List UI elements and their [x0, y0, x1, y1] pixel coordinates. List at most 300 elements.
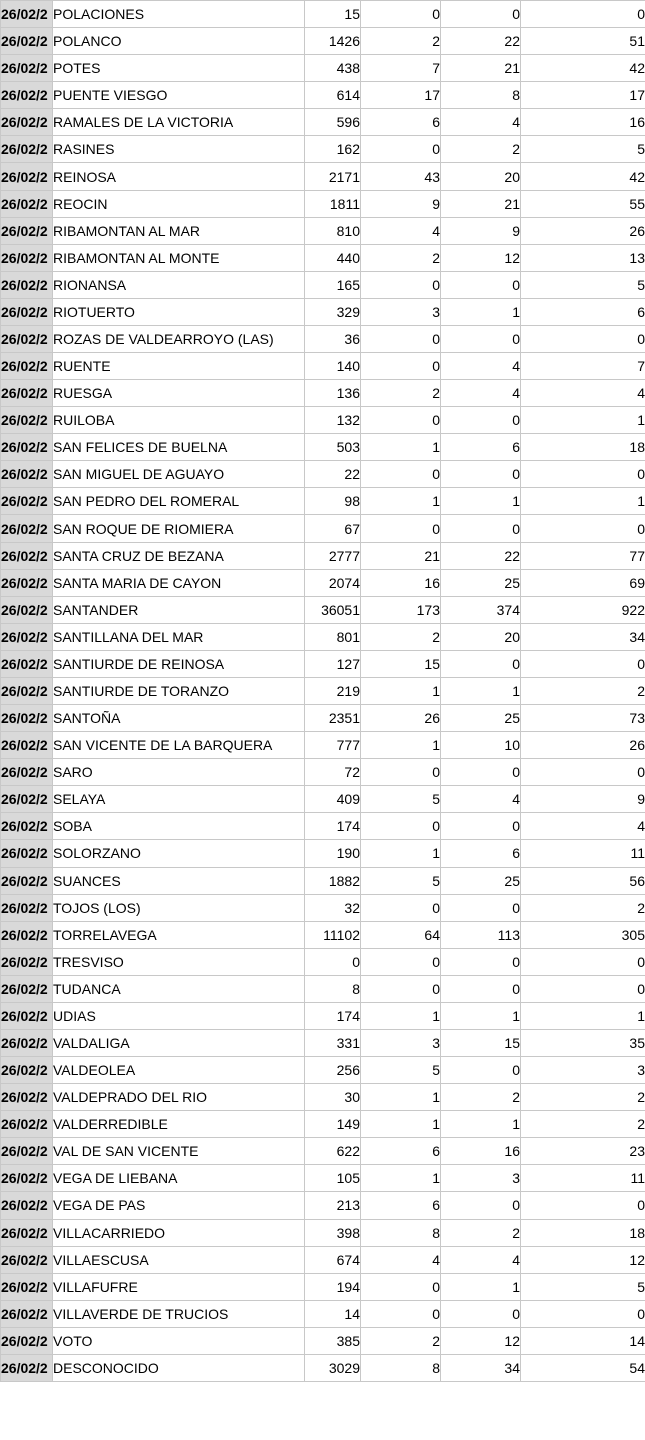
value-cell-1[interactable]: 30: [305, 1084, 361, 1111]
value-cell-4[interactable]: 5: [521, 271, 645, 298]
municipality-cell[interactable]: SANTANDER: [53, 596, 305, 623]
municipality-cell[interactable]: VEGA DE PAS: [53, 1192, 305, 1219]
value-cell-3[interactable]: 4: [441, 786, 521, 813]
value-cell-2[interactable]: 1: [361, 1002, 441, 1029]
value-cell-2[interactable]: 0: [361, 813, 441, 840]
value-cell-2[interactable]: 0: [361, 325, 441, 352]
value-cell-1[interactable]: 149: [305, 1111, 361, 1138]
date-cell[interactable]: 26/02/2: [1, 1327, 53, 1354]
value-cell-2[interactable]: 0: [361, 461, 441, 488]
municipality-cell[interactable]: SANTIURDE DE TORANZO: [53, 677, 305, 704]
value-cell-3[interactable]: 0: [441, 948, 521, 975]
date-cell[interactable]: 26/02/2: [1, 380, 53, 407]
date-cell[interactable]: 26/02/2: [1, 55, 53, 82]
value-cell-4[interactable]: 0: [521, 650, 645, 677]
value-cell-2[interactable]: 1: [361, 840, 441, 867]
date-cell[interactable]: 26/02/2: [1, 867, 53, 894]
municipality-cell[interactable]: SOBA: [53, 813, 305, 840]
date-cell[interactable]: 26/02/2: [1, 1111, 53, 1138]
value-cell-3[interactable]: 2: [441, 1219, 521, 1246]
value-cell-1[interactable]: 503: [305, 434, 361, 461]
value-cell-4[interactable]: 51: [521, 28, 645, 55]
value-cell-3[interactable]: 4: [441, 380, 521, 407]
date-cell[interactable]: 26/02/2: [1, 542, 53, 569]
municipality-cell[interactable]: SANTA MARIA DE CAYON: [53, 569, 305, 596]
value-cell-4[interactable]: 42: [521, 55, 645, 82]
municipality-cell[interactable]: SANTILLANA DEL MAR: [53, 623, 305, 650]
value-cell-1[interactable]: 174: [305, 1002, 361, 1029]
value-cell-3[interactable]: 9: [441, 217, 521, 244]
value-cell-2[interactable]: 16: [361, 569, 441, 596]
value-cell-4[interactable]: 4: [521, 380, 645, 407]
value-cell-4[interactable]: 7: [521, 353, 645, 380]
value-cell-1[interactable]: 213: [305, 1192, 361, 1219]
date-cell[interactable]: 26/02/2: [1, 325, 53, 352]
value-cell-1[interactable]: 614: [305, 82, 361, 109]
value-cell-1[interactable]: 174: [305, 813, 361, 840]
value-cell-1[interactable]: 329: [305, 298, 361, 325]
municipality-cell[interactable]: TRESVISO: [53, 948, 305, 975]
value-cell-2[interactable]: 5: [361, 867, 441, 894]
value-cell-2[interactable]: 2: [361, 244, 441, 271]
value-cell-4[interactable]: 0: [521, 325, 645, 352]
date-cell[interactable]: 26/02/2: [1, 109, 53, 136]
date-cell[interactable]: 26/02/2: [1, 1192, 53, 1219]
value-cell-1[interactable]: 810: [305, 217, 361, 244]
value-cell-4[interactable]: 0: [521, 1300, 645, 1327]
municipality-cell[interactable]: DESCONOCIDO: [53, 1354, 305, 1381]
value-cell-4[interactable]: 0: [521, 1, 645, 28]
date-cell[interactable]: 26/02/2: [1, 1002, 53, 1029]
municipality-cell[interactable]: RIBAMONTAN AL MONTE: [53, 244, 305, 271]
date-cell[interactable]: 26/02/2: [1, 975, 53, 1002]
value-cell-3[interactable]: 0: [441, 1, 521, 28]
date-cell[interactable]: 26/02/2: [1, 1057, 53, 1084]
value-cell-2[interactable]: 64: [361, 921, 441, 948]
value-cell-4[interactable]: 2: [521, 1111, 645, 1138]
value-cell-4[interactable]: 1: [521, 1002, 645, 1029]
value-cell-2[interactable]: 6: [361, 109, 441, 136]
municipality-cell[interactable]: VOTO: [53, 1327, 305, 1354]
value-cell-1[interactable]: 256: [305, 1057, 361, 1084]
value-cell-4[interactable]: 5: [521, 1273, 645, 1300]
value-cell-4[interactable]: 11: [521, 840, 645, 867]
value-cell-3[interactable]: 6: [441, 434, 521, 461]
municipality-cell[interactable]: RUILOBA: [53, 407, 305, 434]
value-cell-4[interactable]: 4: [521, 813, 645, 840]
value-cell-3[interactable]: 0: [441, 894, 521, 921]
value-cell-3[interactable]: 0: [441, 1300, 521, 1327]
value-cell-1[interactable]: 2074: [305, 569, 361, 596]
value-cell-2[interactable]: 0: [361, 353, 441, 380]
value-cell-4[interactable]: 9: [521, 786, 645, 813]
municipality-cell[interactable]: VEGA DE LIEBANA: [53, 1165, 305, 1192]
value-cell-2[interactable]: 0: [361, 894, 441, 921]
value-cell-4[interactable]: 34: [521, 623, 645, 650]
value-cell-1[interactable]: 1811: [305, 190, 361, 217]
value-cell-4[interactable]: 14: [521, 1327, 645, 1354]
value-cell-4[interactable]: 1: [521, 407, 645, 434]
value-cell-3[interactable]: 1: [441, 1273, 521, 1300]
value-cell-1[interactable]: 219: [305, 677, 361, 704]
date-cell[interactable]: 26/02/2: [1, 894, 53, 921]
value-cell-1[interactable]: 132: [305, 407, 361, 434]
date-cell[interactable]: 26/02/2: [1, 217, 53, 244]
municipality-cell[interactable]: SAN MIGUEL DE AGUAYO: [53, 461, 305, 488]
value-cell-2[interactable]: 26: [361, 705, 441, 732]
value-cell-3[interactable]: 22: [441, 542, 521, 569]
value-cell-3[interactable]: 6: [441, 840, 521, 867]
municipality-cell[interactable]: SANTA CRUZ DE BEZANA: [53, 542, 305, 569]
value-cell-3[interactable]: 0: [441, 759, 521, 786]
date-cell[interactable]: 26/02/2: [1, 1246, 53, 1273]
value-cell-3[interactable]: 0: [441, 461, 521, 488]
value-cell-4[interactable]: 0: [521, 1192, 645, 1219]
date-cell[interactable]: 26/02/2: [1, 353, 53, 380]
value-cell-1[interactable]: 162: [305, 136, 361, 163]
municipality-cell[interactable]: RIBAMONTAN AL MAR: [53, 217, 305, 244]
value-cell-2[interactable]: 4: [361, 1246, 441, 1273]
value-cell-3[interactable]: 8: [441, 82, 521, 109]
value-cell-1[interactable]: 385: [305, 1327, 361, 1354]
value-cell-1[interactable]: 2171: [305, 163, 361, 190]
date-cell[interactable]: 26/02/2: [1, 298, 53, 325]
municipality-cell[interactable]: PUENTE VIESGO: [53, 82, 305, 109]
value-cell-1[interactable]: 801: [305, 623, 361, 650]
value-cell-3[interactable]: 21: [441, 55, 521, 82]
value-cell-4[interactable]: 55: [521, 190, 645, 217]
date-cell[interactable]: 26/02/2: [1, 1084, 53, 1111]
municipality-cell[interactable]: RUENTE: [53, 353, 305, 380]
value-cell-1[interactable]: 22: [305, 461, 361, 488]
value-cell-1[interactable]: 32: [305, 894, 361, 921]
value-cell-2[interactable]: 0: [361, 759, 441, 786]
value-cell-1[interactable]: 165: [305, 271, 361, 298]
value-cell-2[interactable]: 0: [361, 271, 441, 298]
date-cell[interactable]: 26/02/2: [1, 705, 53, 732]
value-cell-4[interactable]: 13: [521, 244, 645, 271]
municipality-cell[interactable]: VILLAFUFRE: [53, 1273, 305, 1300]
value-cell-1[interactable]: 622: [305, 1138, 361, 1165]
date-cell[interactable]: 26/02/2: [1, 407, 53, 434]
value-cell-4[interactable]: 42: [521, 163, 645, 190]
value-cell-1[interactable]: 11102: [305, 921, 361, 948]
municipality-cell[interactable]: RIOTUERTO: [53, 298, 305, 325]
date-cell[interactable]: 26/02/2: [1, 921, 53, 948]
value-cell-2[interactable]: 6: [361, 1138, 441, 1165]
date-cell[interactable]: 26/02/2: [1, 1029, 53, 1056]
value-cell-3[interactable]: 1: [441, 488, 521, 515]
value-cell-3[interactable]: 4: [441, 353, 521, 380]
municipality-cell[interactable]: REOCIN: [53, 190, 305, 217]
municipality-cell[interactable]: VILLAVERDE DE TRUCIOS: [53, 1300, 305, 1327]
value-cell-3[interactable]: 0: [441, 407, 521, 434]
value-cell-2[interactable]: 8: [361, 1354, 441, 1381]
date-cell[interactable]: 26/02/2: [1, 759, 53, 786]
date-cell[interactable]: 26/02/2: [1, 623, 53, 650]
value-cell-4[interactable]: 16: [521, 109, 645, 136]
value-cell-3[interactable]: 0: [441, 515, 521, 542]
value-cell-2[interactable]: 15: [361, 650, 441, 677]
value-cell-3[interactable]: 3: [441, 1165, 521, 1192]
value-cell-2[interactable]: 21: [361, 542, 441, 569]
value-cell-3[interactable]: 25: [441, 569, 521, 596]
value-cell-1[interactable]: 0: [305, 948, 361, 975]
value-cell-3[interactable]: 12: [441, 1327, 521, 1354]
value-cell-4[interactable]: 56: [521, 867, 645, 894]
municipality-cell[interactable]: RIONANSA: [53, 271, 305, 298]
value-cell-1[interactable]: 67: [305, 515, 361, 542]
value-cell-1[interactable]: 674: [305, 1246, 361, 1273]
value-cell-3[interactable]: 20: [441, 163, 521, 190]
municipality-cell[interactable]: SAN FELICES DE BUELNA: [53, 434, 305, 461]
date-cell[interactable]: 26/02/2: [1, 461, 53, 488]
value-cell-1[interactable]: 409: [305, 786, 361, 813]
municipality-cell[interactable]: SELAYA: [53, 786, 305, 813]
date-cell[interactable]: 26/02/2: [1, 82, 53, 109]
value-cell-3[interactable]: 21: [441, 190, 521, 217]
value-cell-4[interactable]: 18: [521, 1219, 645, 1246]
value-cell-2[interactable]: 2: [361, 28, 441, 55]
value-cell-3[interactable]: 0: [441, 975, 521, 1002]
municipality-cell[interactable]: SAN PEDRO DEL ROMERAL: [53, 488, 305, 515]
date-cell[interactable]: 26/02/2: [1, 28, 53, 55]
value-cell-3[interactable]: 12: [441, 244, 521, 271]
value-cell-2[interactable]: 6: [361, 1192, 441, 1219]
date-cell[interactable]: 26/02/2: [1, 271, 53, 298]
value-cell-4[interactable]: 5: [521, 136, 645, 163]
value-cell-4[interactable]: 77: [521, 542, 645, 569]
municipality-cell[interactable]: VALDALIGA: [53, 1029, 305, 1056]
date-cell[interactable]: 26/02/2: [1, 190, 53, 217]
value-cell-3[interactable]: 0: [441, 271, 521, 298]
value-cell-2[interactable]: 0: [361, 515, 441, 542]
date-cell[interactable]: 26/02/2: [1, 732, 53, 759]
municipality-cell[interactable]: POTES: [53, 55, 305, 82]
value-cell-3[interactable]: 1: [441, 1111, 521, 1138]
value-cell-1[interactable]: 3029: [305, 1354, 361, 1381]
municipality-cell[interactable]: RASINES: [53, 136, 305, 163]
value-cell-3[interactable]: 2: [441, 1084, 521, 1111]
value-cell-1[interactable]: 14: [305, 1300, 361, 1327]
value-cell-4[interactable]: 26: [521, 217, 645, 244]
value-cell-2[interactable]: 17: [361, 82, 441, 109]
municipality-cell[interactable]: VALDEOLEA: [53, 1057, 305, 1084]
value-cell-2[interactable]: 5: [361, 1057, 441, 1084]
value-cell-1[interactable]: 1882: [305, 867, 361, 894]
value-cell-3[interactable]: 1: [441, 1002, 521, 1029]
value-cell-2[interactable]: 3: [361, 1029, 441, 1056]
value-cell-4[interactable]: 2: [521, 677, 645, 704]
value-cell-4[interactable]: 1: [521, 488, 645, 515]
value-cell-4[interactable]: 922: [521, 596, 645, 623]
value-cell-3[interactable]: 374: [441, 596, 521, 623]
value-cell-2[interactable]: 0: [361, 407, 441, 434]
municipality-cell[interactable]: TOJOS (LOS): [53, 894, 305, 921]
value-cell-1[interactable]: 105: [305, 1165, 361, 1192]
date-cell[interactable]: 26/02/2: [1, 948, 53, 975]
municipality-cell[interactable]: UDIAS: [53, 1002, 305, 1029]
date-cell[interactable]: 26/02/2: [1, 596, 53, 623]
date-cell[interactable]: 26/02/2: [1, 1219, 53, 1246]
municipality-cell[interactable]: ROZAS DE VALDEARROYO (LAS): [53, 325, 305, 352]
value-cell-3[interactable]: 0: [441, 1192, 521, 1219]
value-cell-2[interactable]: 43: [361, 163, 441, 190]
value-cell-4[interactable]: 11: [521, 1165, 645, 1192]
value-cell-3[interactable]: 22: [441, 28, 521, 55]
value-cell-4[interactable]: 6: [521, 298, 645, 325]
municipality-cell[interactable]: TUDANCA: [53, 975, 305, 1002]
value-cell-4[interactable]: 3: [521, 1057, 645, 1084]
value-cell-3[interactable]: 15: [441, 1029, 521, 1056]
value-cell-2[interactable]: 0: [361, 948, 441, 975]
value-cell-1[interactable]: 190: [305, 840, 361, 867]
value-cell-3[interactable]: 0: [441, 325, 521, 352]
value-cell-2[interactable]: 1: [361, 677, 441, 704]
value-cell-3[interactable]: 16: [441, 1138, 521, 1165]
value-cell-4[interactable]: 23: [521, 1138, 645, 1165]
municipality-cell[interactable]: VILLACARRIEDO: [53, 1219, 305, 1246]
municipality-cell[interactable]: VALDERREDIBLE: [53, 1111, 305, 1138]
value-cell-1[interactable]: 2777: [305, 542, 361, 569]
date-cell[interactable]: 26/02/2: [1, 1354, 53, 1381]
value-cell-4[interactable]: 0: [521, 461, 645, 488]
value-cell-1[interactable]: 15: [305, 1, 361, 28]
value-cell-1[interactable]: 1426: [305, 28, 361, 55]
municipality-cell[interactable]: SOLORZANO: [53, 840, 305, 867]
date-cell[interactable]: 26/02/2: [1, 515, 53, 542]
value-cell-2[interactable]: 1: [361, 732, 441, 759]
date-cell[interactable]: 26/02/2: [1, 1138, 53, 1165]
date-cell[interactable]: 26/02/2: [1, 650, 53, 677]
municipality-cell[interactable]: SAN ROQUE DE RIOMIERA: [53, 515, 305, 542]
value-cell-2[interactable]: 1: [361, 1111, 441, 1138]
value-cell-1[interactable]: 194: [305, 1273, 361, 1300]
date-cell[interactable]: 26/02/2: [1, 1165, 53, 1192]
value-cell-4[interactable]: 69: [521, 569, 645, 596]
value-cell-3[interactable]: 2: [441, 136, 521, 163]
value-cell-3[interactable]: 25: [441, 867, 521, 894]
value-cell-3[interactable]: 34: [441, 1354, 521, 1381]
date-cell[interactable]: 26/02/2: [1, 813, 53, 840]
municipality-cell[interactable]: RUESGA: [53, 380, 305, 407]
date-cell[interactable]: 26/02/2: [1, 488, 53, 515]
value-cell-4[interactable]: 2: [521, 894, 645, 921]
value-cell-4[interactable]: 305: [521, 921, 645, 948]
value-cell-1[interactable]: 331: [305, 1029, 361, 1056]
municipality-cell[interactable]: SUANCES: [53, 867, 305, 894]
value-cell-2[interactable]: 0: [361, 975, 441, 1002]
value-cell-2[interactable]: 7: [361, 55, 441, 82]
value-cell-1[interactable]: 398: [305, 1219, 361, 1246]
date-cell[interactable]: 26/02/2: [1, 677, 53, 704]
date-cell[interactable]: 26/02/2: [1, 244, 53, 271]
municipality-cell[interactable]: SANTOÑA: [53, 705, 305, 732]
date-cell[interactable]: 26/02/2: [1, 434, 53, 461]
value-cell-3[interactable]: 0: [441, 1057, 521, 1084]
value-cell-1[interactable]: 36051: [305, 596, 361, 623]
value-cell-1[interactable]: 438: [305, 55, 361, 82]
value-cell-1[interactable]: 777: [305, 732, 361, 759]
value-cell-4[interactable]: 0: [521, 948, 645, 975]
value-cell-2[interactable]: 1: [361, 488, 441, 515]
value-cell-3[interactable]: 113: [441, 921, 521, 948]
municipality-cell[interactable]: POLACIONES: [53, 1, 305, 28]
value-cell-2[interactable]: 1: [361, 1084, 441, 1111]
value-cell-2[interactable]: 8: [361, 1219, 441, 1246]
value-cell-1[interactable]: 440: [305, 244, 361, 271]
value-cell-4[interactable]: 18: [521, 434, 645, 461]
date-cell[interactable]: 26/02/2: [1, 1, 53, 28]
date-cell[interactable]: 26/02/2: [1, 136, 53, 163]
value-cell-3[interactable]: 1: [441, 677, 521, 704]
value-cell-3[interactable]: 1: [441, 298, 521, 325]
value-cell-4[interactable]: 54: [521, 1354, 645, 1381]
value-cell-3[interactable]: 4: [441, 1246, 521, 1273]
value-cell-2[interactable]: 2: [361, 380, 441, 407]
value-cell-3[interactable]: 4: [441, 109, 521, 136]
value-cell-2[interactable]: 4: [361, 217, 441, 244]
value-cell-2[interactable]: 0: [361, 1273, 441, 1300]
date-cell[interactable]: 26/02/2: [1, 163, 53, 190]
value-cell-4[interactable]: 17: [521, 82, 645, 109]
value-cell-1[interactable]: 596: [305, 109, 361, 136]
municipality-cell[interactable]: VILLAESCUSA: [53, 1246, 305, 1273]
value-cell-2[interactable]: 9: [361, 190, 441, 217]
value-cell-3[interactable]: 10: [441, 732, 521, 759]
value-cell-2[interactable]: 3: [361, 298, 441, 325]
municipality-cell[interactable]: SANTIURDE DE REINOSA: [53, 650, 305, 677]
value-cell-1[interactable]: 136: [305, 380, 361, 407]
value-cell-2[interactable]: 0: [361, 136, 441, 163]
value-cell-4[interactable]: 0: [521, 975, 645, 1002]
value-cell-4[interactable]: 12: [521, 1246, 645, 1273]
value-cell-1[interactable]: 140: [305, 353, 361, 380]
value-cell-4[interactable]: 35: [521, 1029, 645, 1056]
value-cell-4[interactable]: 0: [521, 515, 645, 542]
value-cell-3[interactable]: 0: [441, 813, 521, 840]
value-cell-4[interactable]: 0: [521, 759, 645, 786]
value-cell-3[interactable]: 0: [441, 650, 521, 677]
value-cell-2[interactable]: 2: [361, 1327, 441, 1354]
date-cell[interactable]: 26/02/2: [1, 1273, 53, 1300]
value-cell-1[interactable]: 8: [305, 975, 361, 1002]
municipality-cell[interactable]: SAN VICENTE DE LA BARQUERA: [53, 732, 305, 759]
municipality-cell[interactable]: TORRELAVEGA: [53, 921, 305, 948]
value-cell-1[interactable]: 36: [305, 325, 361, 352]
date-cell[interactable]: 26/02/2: [1, 569, 53, 596]
value-cell-3[interactable]: 25: [441, 705, 521, 732]
value-cell-1[interactable]: 98: [305, 488, 361, 515]
value-cell-3[interactable]: 20: [441, 623, 521, 650]
value-cell-4[interactable]: 73: [521, 705, 645, 732]
value-cell-1[interactable]: 127: [305, 650, 361, 677]
municipality-cell[interactable]: SARO: [53, 759, 305, 786]
value-cell-4[interactable]: 26: [521, 732, 645, 759]
value-cell-2[interactable]: 1: [361, 1165, 441, 1192]
municipality-cell[interactable]: POLANCO: [53, 28, 305, 55]
value-cell-4[interactable]: 2: [521, 1084, 645, 1111]
value-cell-2[interactable]: 0: [361, 1, 441, 28]
value-cell-2[interactable]: 0: [361, 1300, 441, 1327]
value-cell-1[interactable]: 72: [305, 759, 361, 786]
value-cell-2[interactable]: 1: [361, 434, 441, 461]
value-cell-2[interactable]: 2: [361, 623, 441, 650]
value-cell-1[interactable]: 2351: [305, 705, 361, 732]
date-cell[interactable]: 26/02/2: [1, 1300, 53, 1327]
municipality-cell[interactable]: VALDEPRADO DEL RIO: [53, 1084, 305, 1111]
value-cell-2[interactable]: 173: [361, 596, 441, 623]
